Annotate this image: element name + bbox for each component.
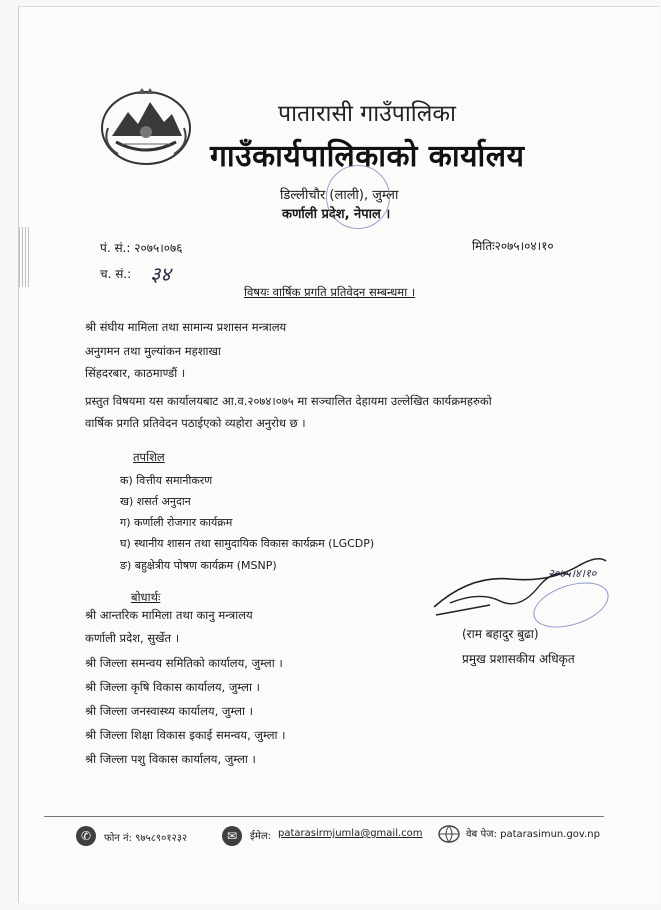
globe-icon bbox=[438, 824, 460, 844]
signature-date: २०७५।४।१० bbox=[548, 567, 597, 580]
details-item: ङ) बहुक्षेत्रीय पोषण कार्यक्रम (MSNP) bbox=[120, 559, 277, 572]
cc-heading: बोधार्थः bbox=[131, 590, 161, 604]
scan-edge bbox=[19, 227, 29, 287]
body-paragraph-line: वार्षिक प्रगति प्रतिवेदन पठाईएको व्यहोरा अनुरोध छ । bbox=[85, 416, 306, 430]
footer-email-label: ईमेल: bbox=[250, 831, 272, 842]
phone-icon: ✆ bbox=[76, 826, 96, 846]
cc-item: कर्णाली प्रदेश, सुर्खेत । bbox=[85, 631, 180, 645]
address-line-1: डिल्लीचौर (लाली), जुम्ला bbox=[280, 188, 399, 203]
nepal-emblem-icon bbox=[98, 84, 194, 166]
recipient-line: अनुगमन तथा मुल्यांकन महशाखा bbox=[85, 344, 221, 358]
envelope-icon: ✉ bbox=[222, 826, 242, 846]
municipality-name: पातारासी गाउँपालिका bbox=[278, 101, 456, 127]
signer-title: प्रमुख प्रशासकीय अधिकृत bbox=[462, 652, 575, 666]
details-item: क) वित्तीय समानीकरण bbox=[120, 474, 213, 487]
details-heading: तपशिल bbox=[133, 450, 165, 464]
cc-item: श्री जिल्ला कृषि विकास कार्यालय, जुम्ला । bbox=[85, 680, 260, 694]
letter-reference-number: पं. सं.: २०७५।०७६ bbox=[100, 241, 183, 255]
subject-line: विषयः वार्षिक प्रगति प्रतिवेदन सम्बन्धमा । bbox=[244, 285, 416, 299]
cc-item: श्री जिल्ला समन्वय समितिको कार्यालय, जुम्ला । bbox=[85, 656, 283, 670]
address-line-2: कर्णाली प्रदेश, नेपाल । bbox=[282, 207, 391, 222]
footer-phone: फोन नं: ९७५८९०१२३२ bbox=[104, 833, 188, 844]
cc-item: श्री जिल्ला जनस्वास्थ्य कार्यालय, जुम्ला । bbox=[85, 704, 254, 718]
cc-item: श्री जिल्ला शिक्षा विकास इकाई समन्वय, जुम्ला । bbox=[85, 728, 286, 742]
body-paragraph-line: प्रस्तुत विषयमा यस कार्यालयबाट आ.व.२०७४।०७५ मा सञ्चालित देहायमा उल्लेखित कार्यक्रमहरुको bbox=[85, 394, 492, 408]
dispatch-number-label: च. सं.: bbox=[100, 267, 132, 281]
details-item: ग) कर्णाली रोजगार कार्यक्रम bbox=[120, 516, 233, 529]
footer-email[interactable]: patarasirmjumla@gmail.com bbox=[278, 828, 423, 839]
footer-divider bbox=[44, 816, 604, 817]
cc-item: श्री आन्तरिक मामिला तथा कानु मन्त्रालय bbox=[85, 608, 253, 622]
cc-item: श्री जिल्ला पशु विकास कार्यालय, जुम्ला । bbox=[85, 752, 256, 766]
dispatch-number-handwritten: ३४ bbox=[150, 262, 171, 286]
details-item: ख) शसर्त अनुदान bbox=[120, 495, 191, 508]
office-stamp bbox=[326, 165, 390, 229]
signer-name: (राम बहादुर बुढा) bbox=[462, 627, 539, 641]
details-item: घ) स्थानीय शासन तथा सामुदायिक विकास कार्यक्रम (LGCDP) bbox=[120, 537, 375, 550]
recipient-line: श्री संघीय मामिला तथा सामान्य प्रशासन मन्त्रालय bbox=[85, 320, 287, 334]
footer-web[interactable]: वेब पेज: patarasimun.gov.np bbox=[466, 829, 600, 840]
office-title: गाउँकार्यपालिकाको कार्यालय bbox=[210, 139, 525, 174]
letter-date: मितिः२०७५।०४।१० bbox=[472, 239, 554, 253]
recipient-line: सिंहदरबार, काठमाण्डौं । bbox=[85, 366, 186, 380]
